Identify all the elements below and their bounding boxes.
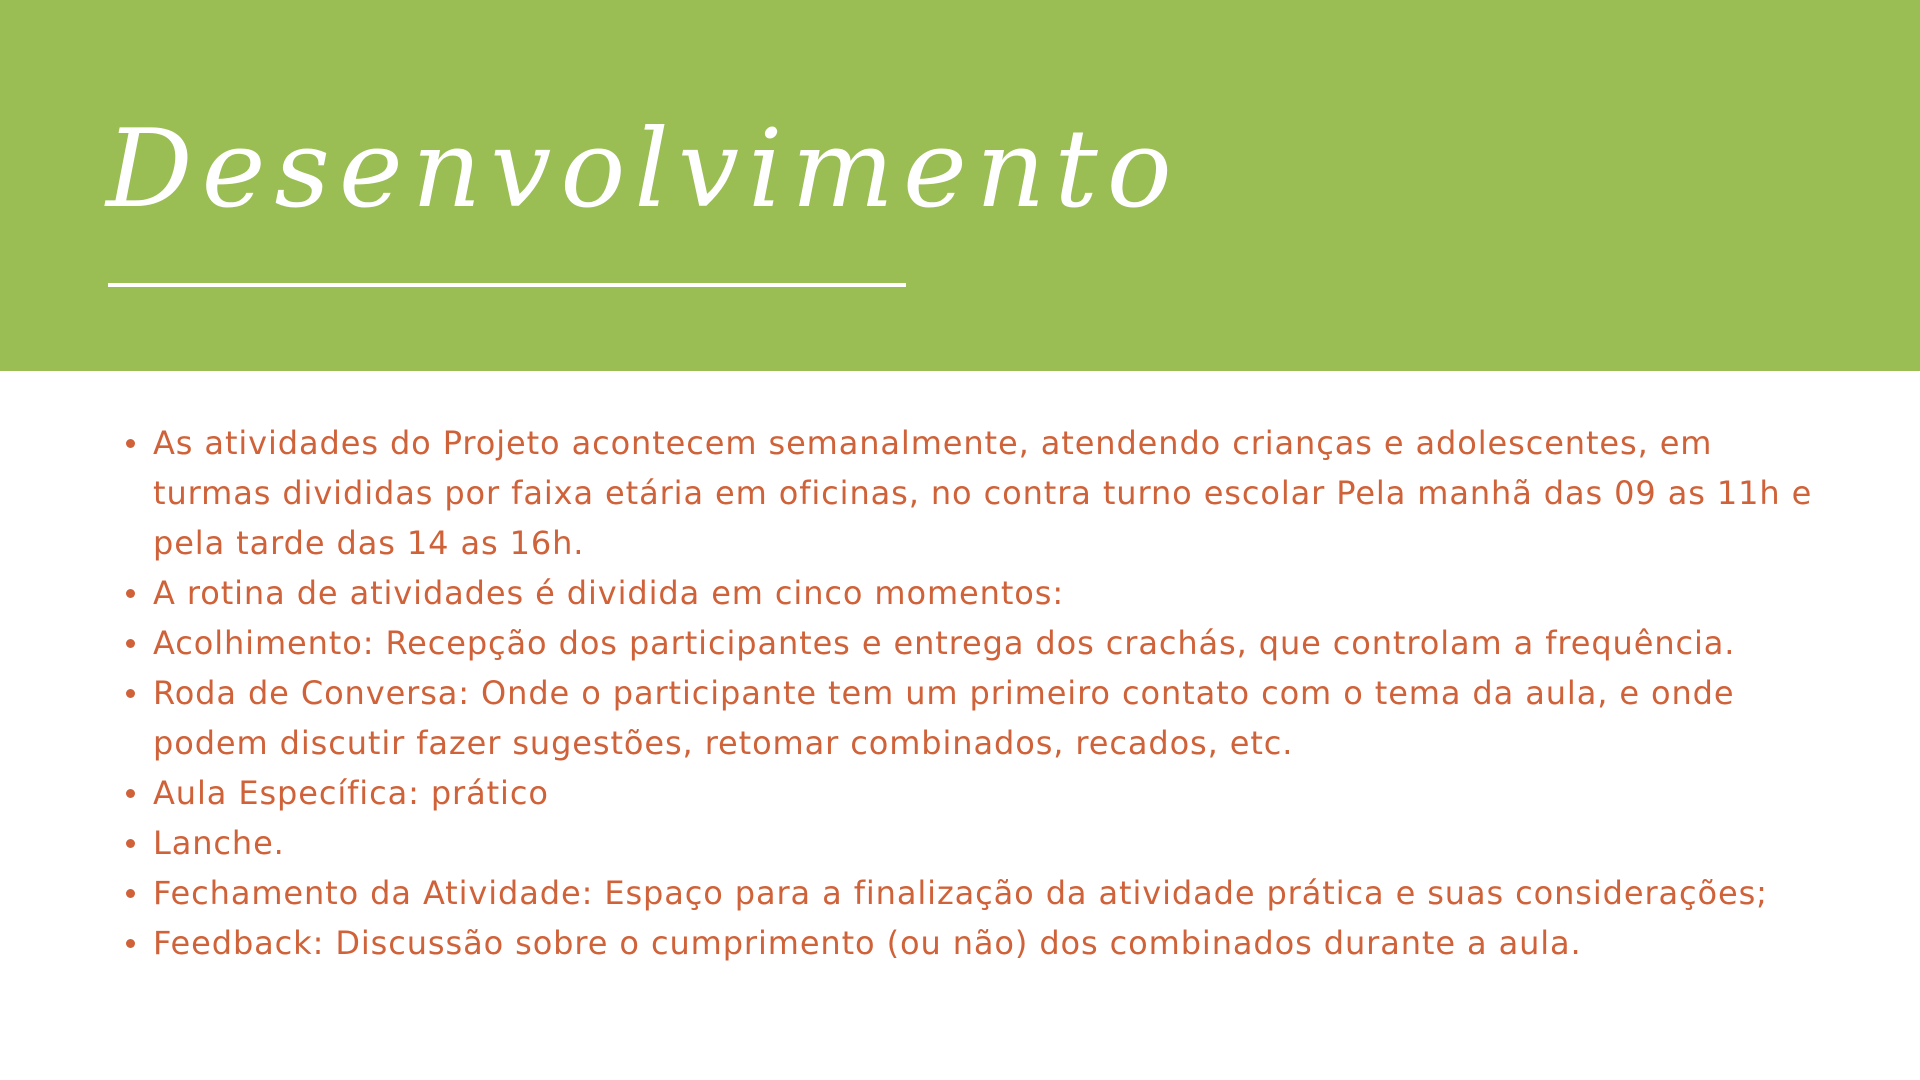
bullet-item-feedback — [153, 918, 1833, 968]
bullet-item-routine — [153, 568, 1833, 618]
bullet-dot-icon — [126, 889, 135, 898]
bullet-dot-icon — [126, 789, 135, 798]
bullet-text: Acolhimento: Recepção dos participantes e entrega dos crachás, que controlam a frequência. — [153, 624, 1736, 662]
bullet-text: A rotina de atividades é dividida em cinco momentos: — [153, 574, 1065, 612]
bullet-dot-icon — [126, 939, 135, 948]
bullet-item-closing — [153, 868, 1833, 918]
bullet-text: Aula Específica: prático — [153, 774, 549, 812]
header-band — [0, 0, 1920, 371]
bullet-dot-icon — [126, 439, 135, 448]
bullet-dot-icon — [126, 639, 135, 648]
slide-content — [0, 418, 1920, 968]
bullet-dot-icon — [126, 839, 135, 848]
bullet-text: Feedback: Discussão sobre o cumprimento (ou não) dos combinados durante a aula. — [153, 924, 1582, 962]
bullet-item-schedule — [153, 418, 1833, 568]
bullet-item-welcome — [153, 618, 1833, 668]
bullet-item-snack — [153, 818, 1833, 868]
bullet-text: Lanche. — [153, 824, 285, 862]
title-underline — [108, 283, 906, 287]
slide-title: Desenvolvimento — [106, 107, 1181, 232]
bullet-dot-icon — [126, 589, 135, 598]
bullet-text: As atividades do Projeto acontecem semanalmente, atendendo crianças e adolescentes, em turmas divididas por faixa etária em oficinas, no contra turno escolar Pela manhã das 09 as 11h e pela tarde das 14 as 16h. — [153, 424, 1813, 562]
bullet-item-conversation — [153, 668, 1833, 768]
bullet-text: Roda de Conversa: Onde o participante tem um primeiro contato com o tema da aula, e onde podem discutir fazer sugestões, retomar combinados, recados, etc. — [153, 674, 1735, 762]
bullet-dot-icon — [126, 689, 135, 698]
bullet-list — [0, 418, 1920, 968]
bullet-text: Fechamento da Atividade: Espaço para a finalização da atividade prática e suas considerações; — [153, 874, 1768, 912]
bullet-item-specific-class — [153, 768, 1833, 818]
